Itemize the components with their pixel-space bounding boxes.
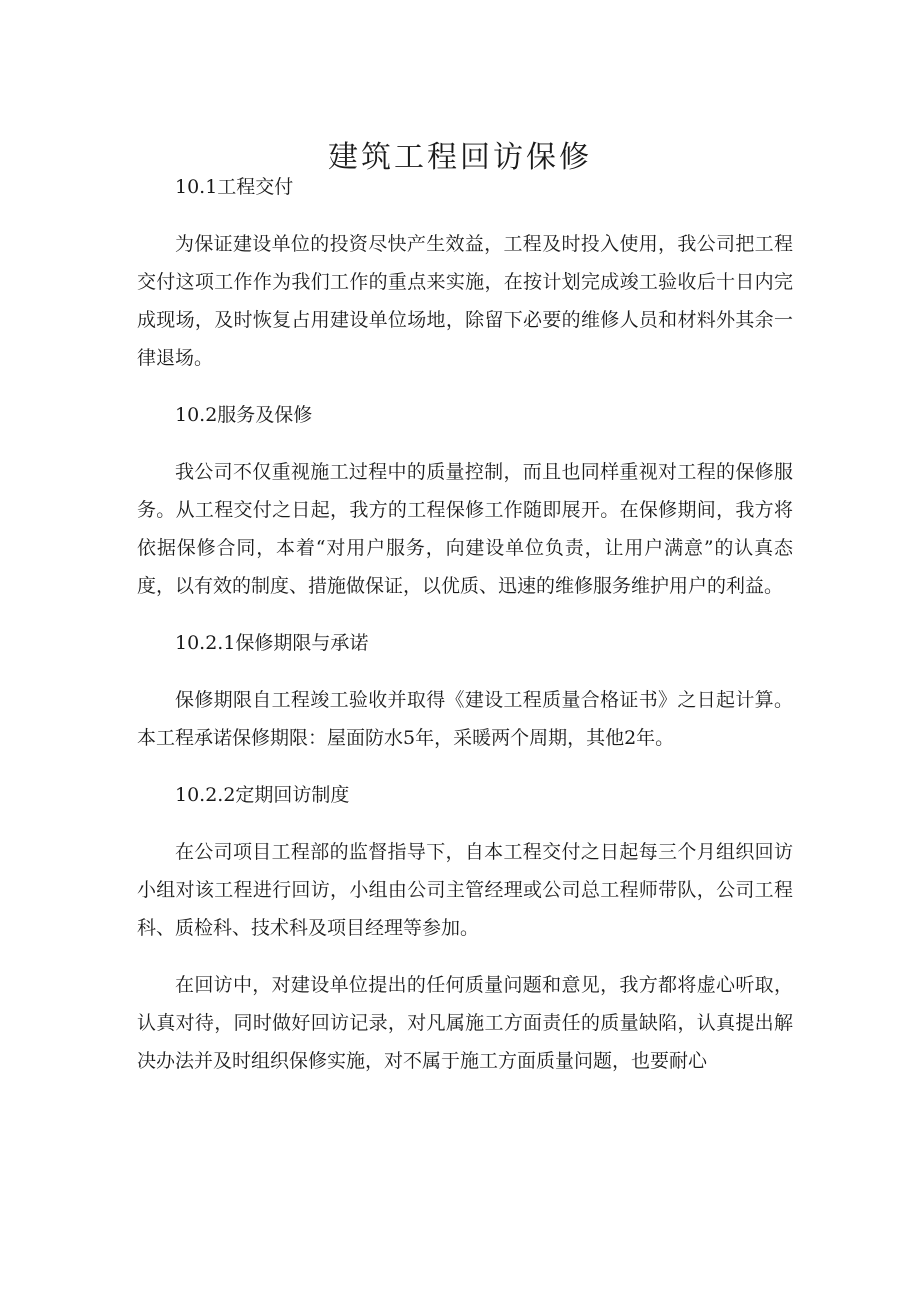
section-heading-10-2: 10.2服务及保修 — [175, 404, 313, 426]
section-heading-10-2-1: 10.2.1保修期限与承诺 — [175, 632, 369, 654]
paragraph-return-visit-system: 在公司项目工程部的监督指导下，自本工程交付之日起每三个月组织回访小组对该工程进行回访，小组由公司主管经理或公司总工程师带队，公司工程科、质检科、技术科及项目经理等参加。 — [137, 841, 793, 939]
document-body — [137, 168, 793, 1099]
paragraph-project-delivery: 为保证建设单位的投资尽快产生效益，工程及时投入使用，我公司把工程交付这项工作作为我们工作的重点来实施，在按计划完成竣工验收后十日内完成现场，及时恢复占用建设单位场地，除留下必要的维修人员和材料外其余一律退场。 — [137, 233, 793, 369]
section-heading-10-2-2: 10.2.2定期回访制度 — [175, 784, 350, 806]
paragraph-return-visit-handling: 在回访中，对建设单位提出的任何质量问题和意见，我方都将虚心听取，认真对待，同时做好回访记录，对凡属施工方面责任的质量缺陷，认真提出解决办法并及时组织保修实施，对不属于施工方面质量问题，也要耐心 — [137, 974, 793, 1072]
paragraph-service-warranty: 我公司不仅重视施工过程中的质量控制，而且也同样重视对工程的保修服务。从工程交付之日起，我方的工程保修工作随即展开。在保修期间，我方将依据保修合同，本着“对用户服务，向建设单位负责，让用户满意”的认真态度，以有效的制度、措施做保证，以优质、迅速的维修服务维护用户的利益。 — [137, 461, 793, 597]
page-title: 建筑工程回访保修 — [328, 140, 592, 176]
paragraph-warranty-period: 保修期限自工程竣工验收并取得《建设工程质量合格证书》之日起计算。本工程承诺保修期限：屋面防水5年，采暖两个周期，其他2年。 — [137, 689, 793, 749]
section-heading-10-1: 10.1工程交付 — [175, 176, 294, 198]
